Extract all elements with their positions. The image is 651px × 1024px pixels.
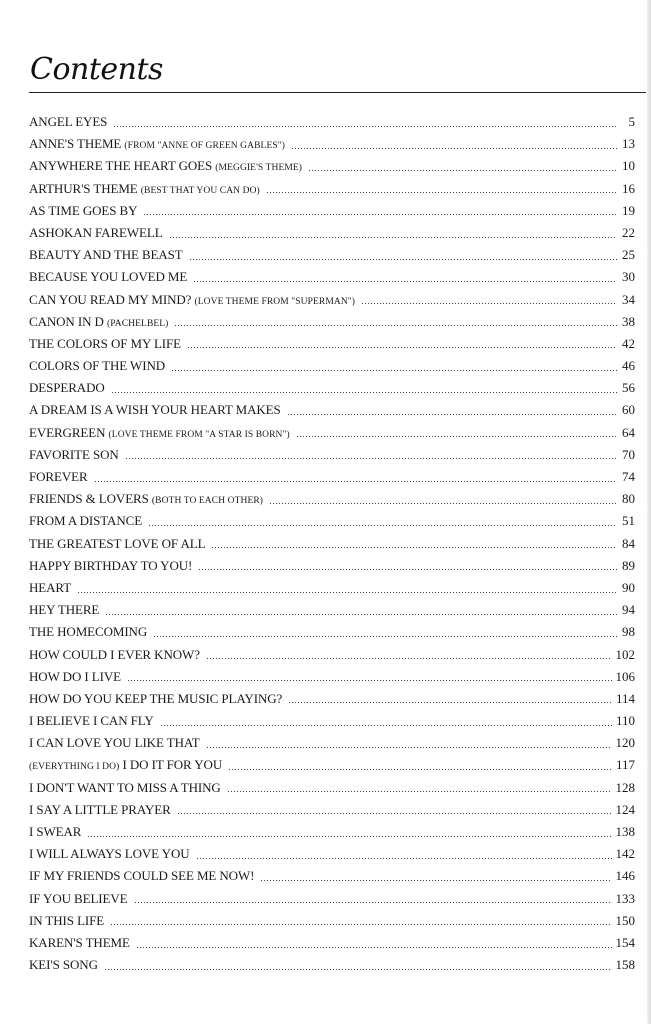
toc-entry-page-number: 128 [615,779,635,795]
toc-entry-main-title: I WILL ALWAYS LOVE YOU [29,846,190,862]
toc-entry-title [29,843,190,865]
toc-entry-page-number: 56 [622,380,635,396]
toc-entry-title [29,444,119,466]
dot-leader [125,457,617,461]
dot-leader [177,812,612,816]
toc-entry-main-title: ASHOKAN FAREWELL [29,224,163,240]
toc-entry-page-number: 138 [615,824,635,839]
toc-entry-main-title: FRIENDS & LOVERS [29,491,149,507]
toc-entry-title [29,688,282,710]
toc-entry-main-title: KEI'S SONG [29,957,98,973]
toc-entry[interactable] [29,488,635,510]
toc-entry-title [29,178,260,202]
toc-entry-main-title: HOW DO YOU KEEP THE MUSIC PLAYING? [29,690,283,706]
toc-entry-page-number: 34 [622,291,635,307]
toc-entry[interactable] [29,155,635,177]
toc-entry-main-title: ANYWHERE THE HEART GOES [29,158,213,174]
dot-leader [193,279,617,283]
toc-entry-title [29,888,128,910]
dot-leader [266,191,617,195]
toc-entry-subtitle: (BEST THAT YOU CAN DO) [140,185,260,196]
toc-entry-page-number: 16 [622,180,635,196]
toc-entry-main-title: THE COLORS OF MY LIFE [29,335,181,351]
toc-entry-page-number: 150 [615,912,635,928]
toc-entry-main-title: HOW DO I LIVE [29,668,121,684]
toc-entry-page-number: 110 [615,713,635,729]
toc-entry[interactable] [29,333,635,355]
toc-entry-title [29,954,98,976]
dot-leader [127,679,612,683]
toc-entry-title [29,510,142,532]
toc-entry-title [29,644,200,666]
dot-leader [227,790,612,794]
toc-entry[interactable] [29,621,635,643]
toc-entry[interactable] [29,688,635,710]
toc-entry-title [29,488,263,512]
toc-entry[interactable] [29,754,635,776]
toc-entry-title [29,466,88,488]
toc-entry-title [29,266,187,288]
toc-entry[interactable] [29,644,635,666]
toc-entry-main-title: HEART [29,579,72,595]
toc-entry-main-title: HAPPY BIRTHDAY TO YOU! [29,557,193,573]
toc-entry-page-number: 38 [622,313,635,329]
toc-entry-title [29,666,121,688]
toc-entry[interactable] [29,111,635,133]
dot-leader [269,501,617,505]
toc-entry[interactable] [29,932,635,954]
toc-entry[interactable] [29,533,635,555]
toc-entry-title [29,555,192,577]
dot-leader [287,413,617,417]
toc-entry[interactable] [29,399,635,421]
toc-entry[interactable] [29,666,635,688]
toc-entry-page-number: 70 [622,446,635,462]
toc-entry-main-title: I SWEAR [29,824,82,839]
toc-entry-title [29,932,130,954]
toc-entry-page-number: 98 [622,624,635,640]
toc-entry-title [29,865,254,887]
toc-entry-main-title: KAREN'S THEME [29,934,130,950]
toc-entry-page-number: 124 [615,801,635,817]
toc-entry-title [29,155,302,179]
toc-entry-title [29,777,221,799]
toc-entry-title [29,399,281,421]
toc-entry-title [29,910,104,932]
toc-entry-main-title: I CAN LOVE YOU LIKE THAT [29,735,200,751]
toc-entry-page-number: 80 [622,491,635,507]
dot-leader [296,435,617,439]
toc-entry[interactable] [29,555,635,577]
dot-leader [136,945,612,949]
toc-entry-page-number: 46 [622,358,635,374]
toc-entry[interactable] [29,865,635,887]
toc-entry[interactable] [29,732,635,754]
dot-leader [169,235,617,239]
dot-leader [87,834,611,838]
dot-leader [134,901,612,905]
dot-leader [148,523,617,527]
toc-entry[interactable] [29,444,635,466]
dot-leader [198,568,617,572]
dot-leader [110,923,611,927]
dot-leader [206,745,612,749]
toc-entry-main-title: COLORS OF THE WIND [29,358,166,374]
dot-leader [206,657,612,661]
toc-entry-page-number: 102 [615,646,635,662]
dot-leader [104,967,612,971]
toc-entry-page-number: 133 [615,890,635,906]
dot-leader [143,213,617,217]
toc-entry-main-title: I DO IT FOR YOU [122,757,223,773]
toc-entry-main-title: THE GREATEST LOVE OF ALL [29,535,206,551]
toc-entry-main-title: IF MY FRIENDS COULD SEE ME NOW! [29,868,255,884]
toc-entry-title [29,799,171,821]
toc-entry-title [29,821,81,843]
toc-entry-title [29,422,290,446]
toc-entry-main-title: ANGEL EYES [29,114,108,129]
page-title: Contents [30,52,163,87]
dot-leader [113,124,617,128]
toc-entry-title [29,377,105,399]
toc-entry-title [29,732,200,754]
toc-entry-main-title: FOREVER [29,469,88,484]
toc-entry-page-number: 13 [622,136,635,152]
dot-leader [94,479,617,483]
toc-entry-page-number: 114 [615,690,635,706]
toc-entry[interactable] [29,222,635,244]
toc-entry-title [29,333,181,355]
toc-entry[interactable] [29,133,635,155]
toc-entry-main-title: BEAUTY AND THE BEAST [29,247,183,263]
toc-entry-title [29,222,163,244]
toc-entry[interactable] [29,777,635,799]
toc-entry-main-title: ANNE'S THEME [29,136,122,152]
dot-leader [308,168,617,172]
toc-entry-title [29,244,183,266]
dot-leader [288,701,612,705]
toc-entry-main-title: HEY THERE [29,602,100,618]
dot-leader [211,546,617,550]
toc-entry-page-number: 146 [615,868,635,884]
toc-entry-main-title: A DREAM IS A WISH YOUR HEART MAKES [29,402,281,418]
toc-entry[interactable] [29,311,635,333]
toc-entry-title [29,754,222,778]
toc-entry-title [29,533,205,555]
toc-entry-page-number: 25 [622,247,635,263]
toc-entry[interactable] [29,910,635,932]
toc-entry-main-title: IF YOU BELIEVE [29,890,128,906]
title-rule [29,92,646,93]
toc-entry-page-number: 22 [622,224,635,240]
toc-entry-main-title: FAVORITE SON [29,446,119,462]
dot-leader [77,590,617,594]
toc-entry-main-title: I DON'T WANT TO MISS A THING [29,779,221,795]
toc-entry-page-number: 142 [615,846,635,862]
toc-entry[interactable] [29,377,635,399]
toc-entry[interactable] [29,954,635,976]
toc-entry-main-title: I SAY A LITTLE PRAYER [29,801,171,817]
toc-entry[interactable] [29,355,635,377]
toc-entry[interactable] [29,266,635,288]
toc-entry-main-title: AS TIME GOES BY [29,202,138,218]
dot-leader [171,368,617,372]
toc-entry-title [29,200,137,222]
toc-entry[interactable] [29,799,635,821]
toc-entry[interactable] [29,178,635,200]
dot-leader [187,346,617,350]
toc-entry[interactable] [29,821,635,843]
toc-entry-title [29,355,165,377]
dot-leader [160,723,612,727]
toc-entry-main-title: EVERGREEN [29,424,106,440]
toc-entry[interactable] [29,888,635,910]
dot-leader [174,324,617,328]
toc-entry-page-number: 90 [622,579,635,595]
toc-entry-page-number: 106 [615,668,635,684]
toc-entry-main-title: CAN YOU READ MY MIND? [29,291,192,307]
toc-entry-page-number: 10 [622,158,635,174]
toc-entry-page-number: 64 [622,424,635,440]
toc-entry-main-title: IN THIS LIFE [29,912,105,928]
toc-entry-page-number: 117 [615,757,635,773]
toc-entry-subtitle: (PACHELBEL) [107,318,169,329]
dot-leader [111,390,617,394]
toc-entry-title [29,289,355,313]
toc-entry-title [29,311,168,335]
toc-entry[interactable] [29,843,635,865]
toc-entry-title [29,621,147,643]
toc-entry-page-number: 60 [622,402,635,418]
table-of-contents [29,111,635,976]
toc-entry-title [29,599,99,621]
dot-leader [189,257,617,261]
dot-leader [105,612,617,616]
page-edge-shadow [647,0,651,1024]
toc-entry[interactable] [29,244,635,266]
toc-entry-main-title: HOW COULD I EVER KNOW? [29,646,200,662]
toc-entry-title [29,133,285,157]
toc-entry[interactable] [29,422,635,444]
toc-entry-main-title: ARTHUR'S THEME [29,180,138,196]
dot-leader [153,634,617,638]
toc-entry-page-number: 42 [622,335,635,351]
toc-entry-page-number: 158 [615,957,635,973]
toc-entry-main-title: BECAUSE YOU LOVED ME [29,269,188,285]
toc-entry-page-number: 51 [622,513,635,529]
dot-leader [361,302,617,306]
toc-entry-page-number: 19 [622,202,635,218]
toc-entry-main-title: CANON IN D [29,313,104,329]
toc-entry[interactable] [29,599,635,621]
dot-leader [196,856,612,860]
toc-entry-subtitle: (LOVE THEME FROM "A STAR IS BORN") [108,429,290,440]
toc-entry-subtitle: (FROM "ANNE OF GREEN GABLES") [124,141,285,152]
toc-entry-page-number: 94 [622,602,635,618]
toc-entry-page-number: 84 [622,535,635,551]
toc-entry-main-title: FROM A DISTANCE [29,513,143,529]
dot-leader [228,768,612,772]
toc-entry-subtitle: (BOTH TO EACH OTHER) [151,496,264,507]
dot-leader [260,878,611,882]
toc-entry-main-title: DESPERADO [29,380,105,396]
toc-entry-page-number: 5 [628,114,635,129]
toc-entry-subtitle: (LOVE THEME FROM "SUPERMAN") [194,296,356,307]
toc-entry-main-title: THE HOMECOMING [29,624,148,640]
toc-entry[interactable] [29,577,635,599]
toc-entry-page-number: 154 [615,934,635,950]
toc-entry-page-number: 74 [622,469,635,484]
toc-entry-title [29,710,154,732]
toc-entry[interactable] [29,200,635,222]
toc-entry-page-number: 30 [622,269,635,285]
toc-entry-title [29,111,107,133]
toc-entry[interactable] [29,710,635,732]
toc-entry[interactable] [29,289,635,311]
toc-entry-page-number: 120 [615,735,635,751]
toc-entry-page-number: 89 [622,557,635,573]
toc-entry[interactable] [29,510,635,532]
toc-entry-prefix: (EVERYTHING I DO) [29,762,120,773]
toc-entry-main-title: I BELIEVE I CAN FLY [29,713,154,729]
dot-leader [291,146,617,150]
toc-entry-title [29,577,71,599]
toc-entry-subtitle: (MEGGIE'S THEME) [215,163,303,174]
toc-entry[interactable] [29,466,635,488]
